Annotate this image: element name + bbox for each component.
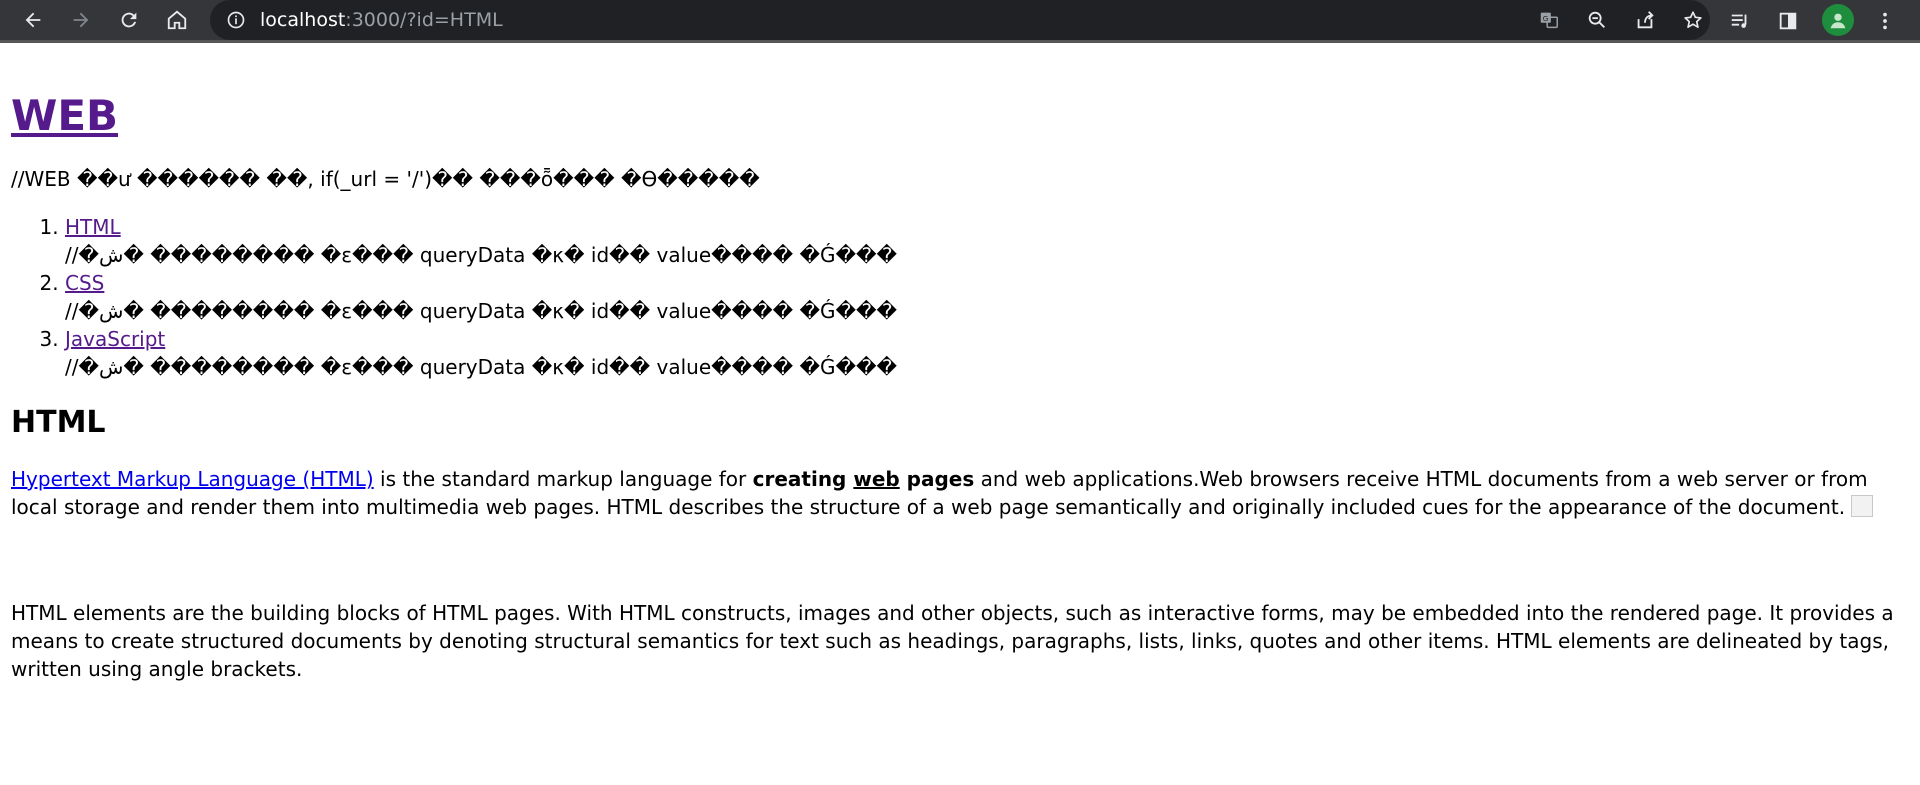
page-comment: //WEB ��ư ������ ��, if(_url = '/')�� ���ȭ��� �ϴ����� [11, 167, 760, 191]
list-item-note: //�ش� �������� �ε��� queryData �κ� id�� value���� �Ǵ��� [65, 299, 898, 323]
bookmark-button[interactable] [1679, 6, 1707, 34]
page-title [11, 91, 1901, 141]
list-item [65, 213, 1901, 269]
address-bar[interactable] [210, 0, 1710, 40]
url-text[interactable] [260, 0, 503, 40]
menu-button[interactable] [1870, 6, 1900, 36]
home-button[interactable] [161, 4, 193, 36]
section-title: HTML [11, 405, 106, 440]
url-host: localhost [260, 9, 346, 31]
broken-image-icon [1851, 495, 1873, 517]
zoom-button[interactable] [1583, 6, 1611, 34]
share-button[interactable] [1631, 6, 1659, 34]
page-content [11, 43, 1901, 703]
para-text: and web applications.Web browsers receive HTML documents from a web server or from local storage and render them into multimedia web pages. HTML describes the structure of a web page semantically and originally included cues for the appearance of the document. [11, 467, 1868, 519]
list-item [65, 269, 1901, 325]
translate-icon [1538, 9, 1560, 31]
browser-toolbar [0, 0, 1920, 43]
arrow-right-icon [70, 9, 92, 31]
kebab-menu-icon [1874, 10, 1896, 32]
info-icon[interactable] [226, 10, 246, 30]
elements-paragraph: HTML elements are the building blocks of HTML pages. With HTML constructs, images and other objects, such as interactive forms, may be embedded into the rendered page. It provides a means to create structured documents by denoting structural semantics for text such as headings, paragraphs, lists, links, quotes and other items. HTML elements are delineated by tags, written using angle brackets. [11, 601, 1894, 681]
person-icon [1827, 9, 1849, 31]
topic-list [11, 213, 1901, 381]
list-item-note: //�ش� �������� �ε��� queryData �κ� id�� value���� �Ǵ��� [65, 243, 898, 267]
html-wiki-link[interactable]: Hypertext Markup Language (HTML) [11, 467, 374, 491]
topic-link-javascript[interactable]: JavaScript [65, 327, 166, 351]
bold-part-a: creating [752, 467, 854, 491]
home-link[interactable]: WEB [11, 91, 119, 140]
spacer [11, 541, 1901, 599]
topic-link-html[interactable]: HTML [65, 215, 121, 239]
underlined-text: web [853, 467, 900, 491]
intro-paragraph [11, 465, 1901, 521]
list-item-note: //�ش� �������� �ε��� queryData �κ� id�� value���� �Ǵ��� [65, 355, 898, 379]
zoom-icon [1586, 9, 1608, 31]
list-item [65, 325, 1901, 381]
side-panel-icon [1777, 10, 1799, 32]
reading-list-icon [1729, 10, 1751, 32]
svg-text:G: G [1542, 13, 1549, 23]
bold-part-b: pages [899, 467, 975, 491]
translate-button[interactable] [1535, 6, 1563, 34]
back-button[interactable] [17, 4, 49, 36]
avatar[interactable] [1822, 4, 1854, 36]
share-icon [1634, 9, 1656, 31]
para-text: is the standard markup language for [373, 467, 753, 491]
home-icon [166, 9, 188, 31]
forward-button[interactable] [65, 4, 97, 36]
topic-link-css[interactable]: CSS [65, 271, 105, 295]
reload-icon [118, 9, 140, 31]
reload-button[interactable] [113, 4, 145, 36]
bold-text [753, 467, 975, 491]
reading-list-button[interactable] [1725, 6, 1755, 36]
url-path: :3000/?id=HTML [345, 9, 503, 31]
arrow-left-icon [22, 9, 44, 31]
side-panel-button[interactable] [1773, 6, 1803, 36]
star-icon [1682, 9, 1704, 31]
